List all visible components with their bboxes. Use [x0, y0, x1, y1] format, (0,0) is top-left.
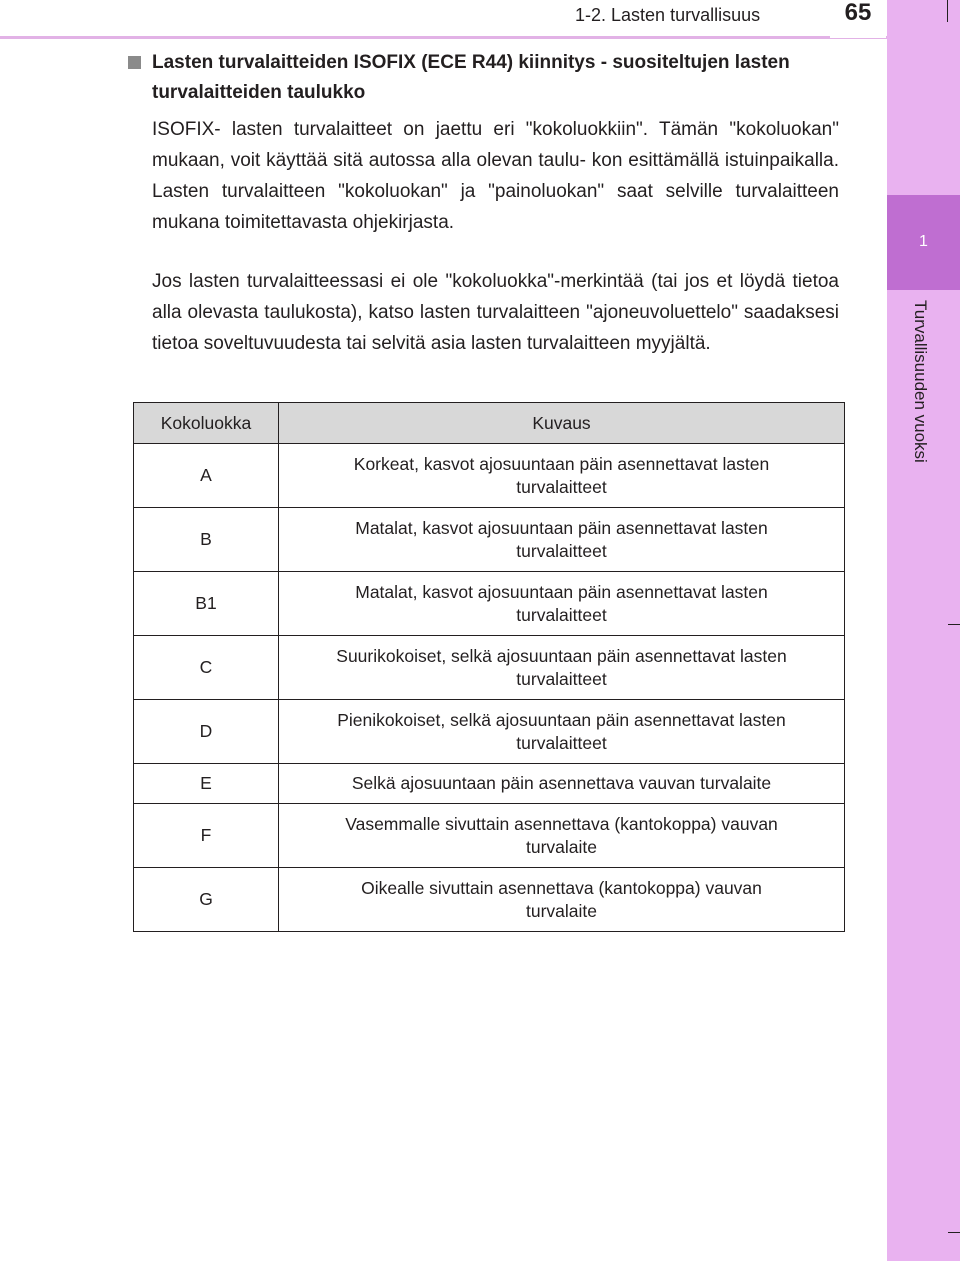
description-line: Pienikokoiset, selkä ajosuuntaan päin asennettavat lasten	[337, 709, 786, 730]
table-row	[134, 764, 845, 804]
description-line: Selkä ajosuuntaan päin asennettava vauvan turvalaite	[351, 773, 772, 793]
crop-mark	[948, 624, 960, 625]
column-header-size-class: Kokoluokka	[134, 403, 279, 444]
description-cell	[279, 508, 845, 572]
section-heading	[128, 48, 840, 108]
side-tab-chapter-number	[887, 195, 960, 290]
description-line: turvalaitteet	[516, 476, 607, 497]
size-class-cell: E	[134, 764, 279, 804]
description-line: Vasemmalle sivuttain asennettava (kantokoppa) vauvan	[345, 813, 778, 834]
side-tab	[887, 0, 960, 1261]
description-cell	[279, 868, 845, 932]
side-tab-label-text: Turvallisuuden vuoksi	[911, 300, 930, 463]
size-class-cell: C	[134, 636, 279, 700]
table-row	[134, 636, 845, 700]
page-number: 65	[830, 0, 886, 38]
description-line: turvalaite	[525, 900, 597, 921]
description-cell	[279, 700, 845, 764]
table-header-row	[134, 403, 845, 444]
header-rule	[0, 36, 888, 39]
description-cell	[279, 444, 845, 508]
size-class-cell: B1	[134, 572, 279, 636]
heading-bullet-icon	[128, 56, 141, 69]
description-line: Oikealle sivuttain asennettava (kantokoppa) vauvan	[361, 877, 762, 898]
description-cell	[279, 636, 845, 700]
description-line: Matalat, kasvot ajosuuntaan päin asennettavat lasten	[355, 517, 768, 538]
paragraph: Jos lasten turvalaitteessasi ei ole "kokoluokka"-merkintää (tai jos et löydä tietoa alla olevasta taulukosta), katso lasten turvalaitteen "ajoneuvoluettelo" saadaksesi tietoa soveltuvuudesta tai selvitä asia lasten turvalaitteen myyjältä.	[152, 271, 839, 354]
description-line: turvalaite	[525, 836, 597, 857]
description-line: turvalaitteet	[516, 668, 607, 689]
side-tab-number-text: 1	[919, 233, 928, 250]
description-line: Korkeat, kasvot ajosuuntaan päin asennettavat lasten	[353, 453, 770, 474]
side-tab-label	[910, 300, 936, 500]
size-class-cell: B	[134, 508, 279, 572]
description-line: Matalat, kasvot ajosuuntaan päin asennettavat lasten	[355, 581, 768, 602]
description-cell	[279, 764, 845, 804]
table-row	[134, 508, 845, 572]
size-class-table	[133, 402, 845, 932]
table-row	[134, 572, 845, 636]
size-class-cell: D	[134, 700, 279, 764]
size-class-cell: F	[134, 804, 279, 868]
table-row	[134, 700, 845, 764]
chapter-title: 1-2. Lasten turvallisuus	[575, 5, 761, 25]
description-cell	[279, 572, 845, 636]
section-heading-text: Lasten turvalaitteiden ISOFIX (ECE R44) kiinnitys - suositeltujen lasten turvalaitteiden taulukko	[152, 52, 790, 103]
size-class-cell: A	[134, 444, 279, 508]
crop-mark	[948, 1232, 960, 1233]
description-cell	[279, 804, 845, 868]
crop-mark	[947, 0, 948, 22]
table-row	[134, 444, 845, 508]
description-line: turvalaitteet	[516, 604, 607, 625]
size-class-cell: G	[134, 868, 279, 932]
description-line: Suurikokoiset, selkä ajosuuntaan päin asennettavat lasten	[336, 645, 787, 666]
table-row	[134, 804, 845, 868]
table-row	[134, 868, 845, 932]
description-line: turvalaitteet	[516, 540, 607, 561]
column-header-description: Kuvaus	[279, 403, 845, 444]
description-line: turvalaitteet	[516, 732, 607, 753]
paragraph: ISOFIX- lasten turvalaitteet on jaettu eri "kokoluokkiin". Tämän "kokoluokan" mukaan, voit käyttää sitä autossa alla olevan taulu- kon esittämällä istuinpaikalla. Lasten turvalaitteen "kokoluokan" ja "painoluokan" saat selville turvalaitteen mukana toimitettavasta ohjekirjasta.	[152, 119, 839, 233]
